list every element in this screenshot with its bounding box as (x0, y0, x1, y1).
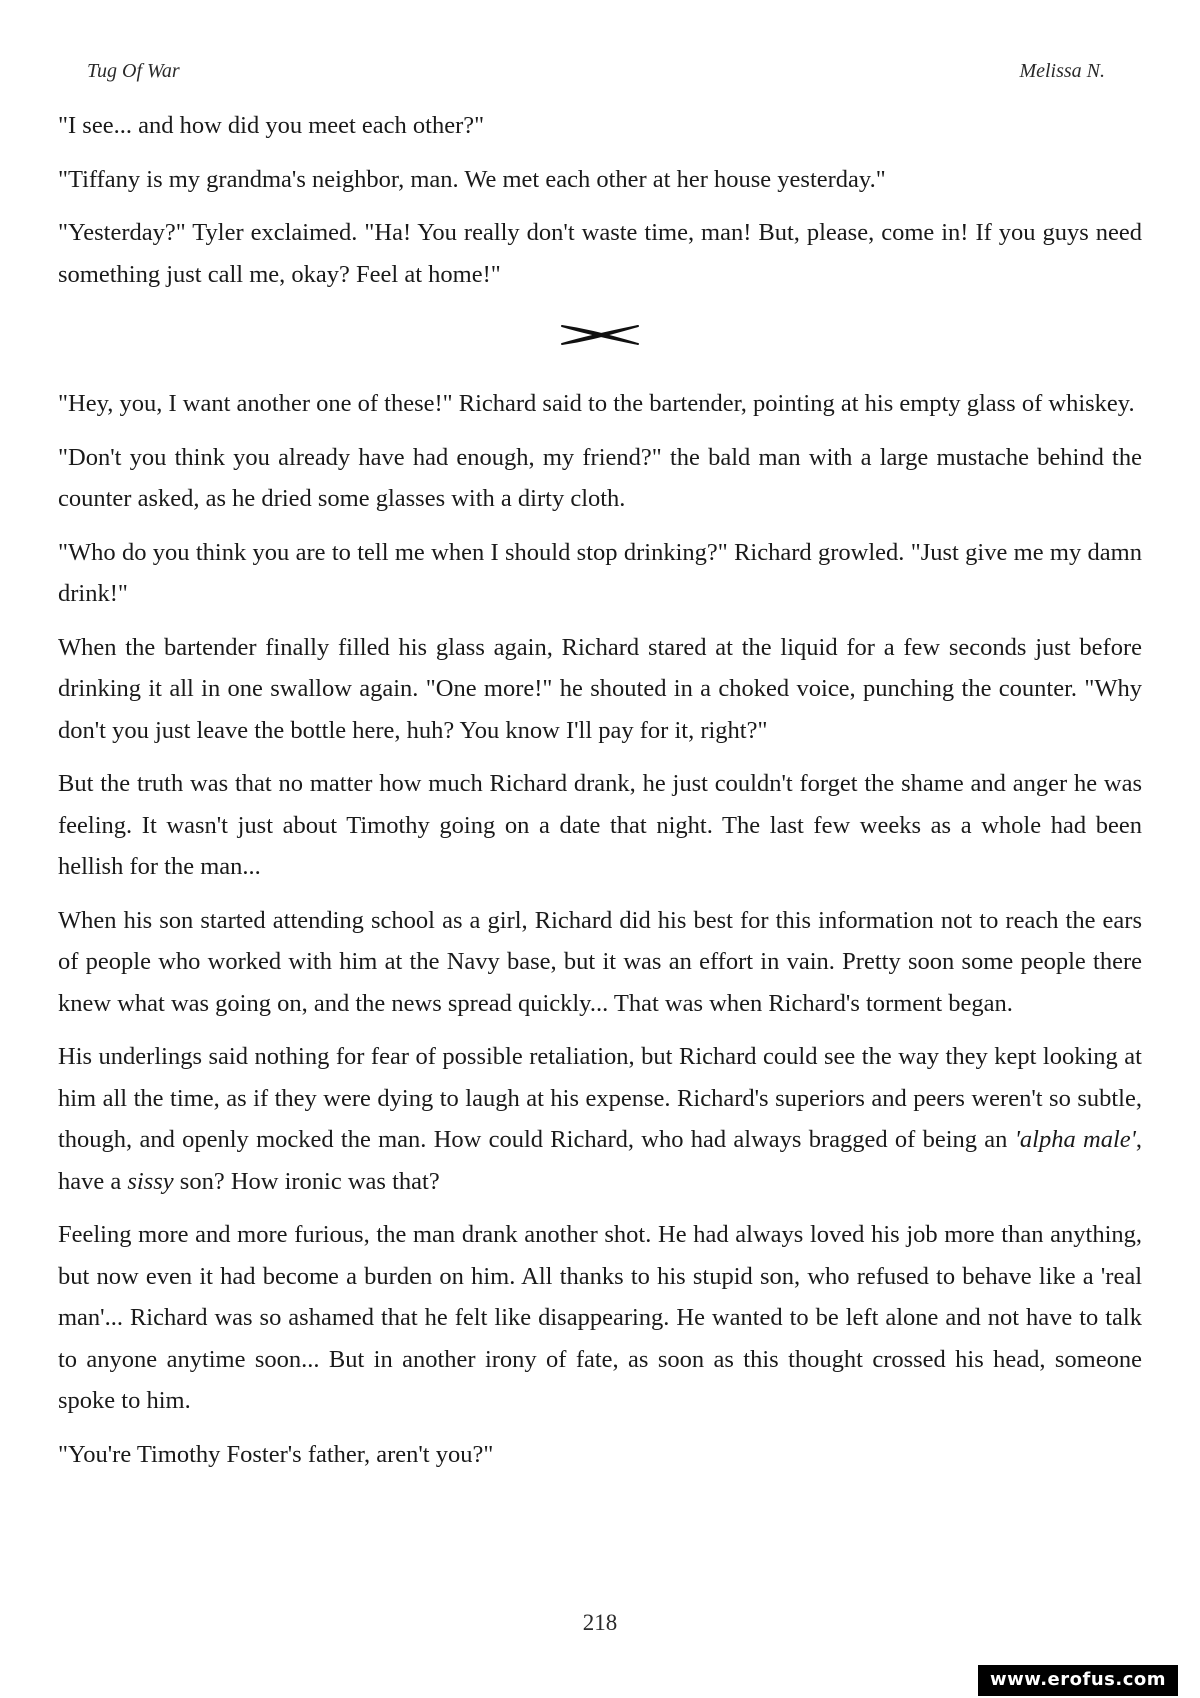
paragraph (58, 1036, 1142, 1202)
running-header (87, 60, 1105, 90)
crossed-swoosh-divider-icon (560, 323, 640, 347)
paragraph: "Hey, you, I want another one of these!" Richard said to the bartender, pointing at his empty glass of whiskey. (58, 390, 1135, 417)
page-number: 218 (582, 1610, 618, 1635)
author-name: Melissa N. (1019, 60, 1105, 82)
scene-break (58, 307, 1142, 363)
paragraph: "Who do you think you are to tell me when I should stop drinking?" Richard growled. "Just give me my damn drink!" (58, 538, 1142, 607)
paragraph: "You're Timothy Foster's father, aren't you?" (58, 1440, 494, 1468)
italic-text: sissy (127, 1167, 174, 1195)
paragraph: But the truth was that no matter how much Richard drank, he just couldn't forget the shame and anger he was feeling. It wasn't just about Timothy going on a date that night. The last few weeks as a whole had been hellish for the man... (58, 770, 1142, 880)
watermark-logo: www.erofus.com (978, 1665, 1178, 1696)
text-run: son? How ironic was that? (173, 1167, 440, 1195)
paragraph: "Don't you think you already have had enough, my friend?" the bald man with a large mustache behind the counter asked, as he dried some glasses with a dirty cloth. (58, 443, 1142, 512)
paragraph: Feeling more and more furious, the man drank another shot. He had always loved his job more than anything, but now even it had become a burden on him. All thanks to his stupid son, who refused to behave like a 'real man'... Richard was so ashamed that he felt like disappearing. He wanted to be left alone and not have to talk to anyone anytime soon... But in another irony of fate, as soon as this thought crossed his head, someone spoke to him. (58, 1221, 1142, 1414)
italic-text: 'alpha male' (1014, 1126, 1136, 1153)
body-text (58, 105, 1142, 1487)
text-run: His underlings said nothing for fear of possible retaliation, but Richard could see the way they kept looking at him all the time, as if they were dying to laugh at his expense. Richard's superiors and peers weren't so subtle, though, and openly mocked the man. How could Richard, who had always bragged of being an (58, 1043, 1142, 1153)
paragraph: "Tiffany is my grandma's neighbor, man. We met each other at her house yesterday." (58, 165, 886, 193)
paragraph: When his son started attending school as a girl, Richard did his best for this information not to reach the ears of people who worked with him at the Navy base, but it was an effort in vain. Pretty soon some people there knew what was going on, and the news spread quickly... That was when Richard's torment began. (58, 906, 1142, 1017)
paragraph: When the bartender finally filled his glass again, Richard stared at the liquid for a few seconds just before drinking it all in one swallow again. "One more!" he shouted in a choked voice, punching the counter. "Why don't you just leave the bottle here, huh? You know I'll pay for it, right?" (58, 633, 1142, 744)
book-title: Tug Of War (87, 60, 180, 82)
text-run: , have a (58, 1126, 1142, 1195)
paragraph: "Yesterday?" Tyler exclaimed. "Ha! You really don't waste time, man! But, please, come in! If you guys need something just call me, okay? Feel at home!" (58, 219, 1142, 288)
paragraph: "I see... and how did you meet each other?" (58, 112, 485, 139)
